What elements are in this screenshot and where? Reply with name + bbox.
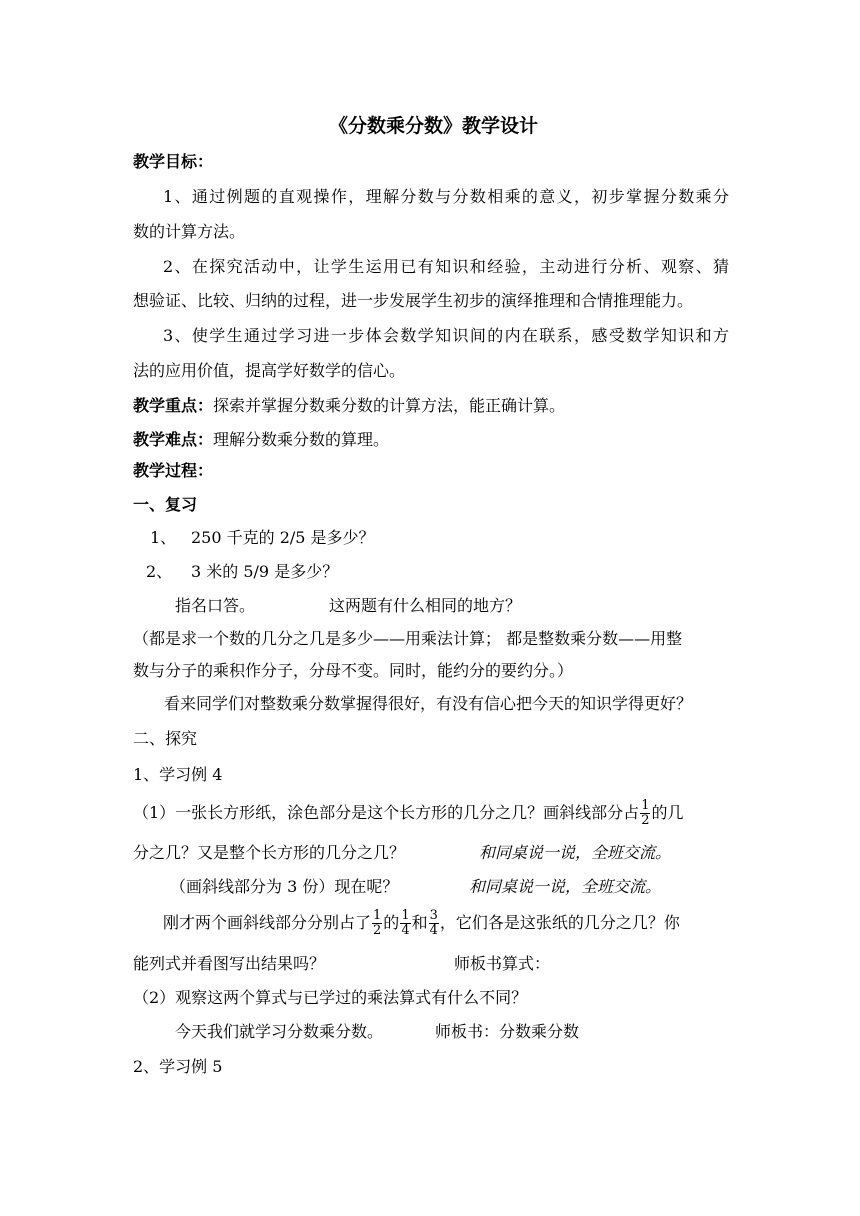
- review-encourage: 看来同学们对整数乘分数掌握得很好，有没有信心把今天的知识学得更好？: [164, 694, 693, 713]
- explore-p5-text-b: 师板书算式：: [454, 954, 551, 973]
- explore-heading: 二、探究: [133, 729, 198, 748]
- difficulty-text: 理解分数乘分数的算理。: [213, 430, 390, 449]
- review-note-line-1: （都是求一个数的几分之几是多少——用乘法计算； 都是整数乘分数——用整: [133, 629, 683, 648]
- goal-3-line-2: 法的应用价值，提高学好数学的信心。: [133, 361, 406, 380]
- explore-p7-text-b: 师板书：分数乘分数: [435, 1022, 580, 1041]
- explore-p4-text-b: 的: [383, 913, 400, 932]
- review-note-line-2: 数与分子的乘积作分子，分母不变。同时，能约分的要约分。）: [133, 661, 574, 680]
- explore-p1-text-b: 的几: [651, 803, 684, 822]
- fraction-denominator: 4: [429, 923, 438, 938]
- fraction-denominator: 2: [373, 923, 382, 938]
- review-ask-1: 指名口答。: [175, 596, 256, 615]
- explore-p6: （2）观察这两个算式与已学过的乘法算式有什么不同？: [133, 988, 528, 1007]
- key-point-text: 探索并掌握分数乘分数的计算方法，能正确计算。: [213, 396, 566, 415]
- key-point-label: 教学重点：: [133, 396, 214, 415]
- review-q1-text: 250 千克的 2/5 是多少？: [191, 528, 375, 547]
- explore-p1-line: [133, 799, 683, 828]
- document-title: 《分数乘分数》教学设计: [329, 115, 539, 137]
- explore-p1-text-a: （1）一张长方形纸，涂色部分是这个长方形的几分之几？画斜线部分占: [133, 803, 640, 822]
- goal-2-line-2: 想验证、比较、归纳的过程，进一步发展学生初步的演绎推理和合情推理能力。: [133, 291, 694, 310]
- explore-p4-line: [163, 909, 680, 938]
- example-5-heading: 2、学习例 5: [133, 1057, 223, 1076]
- explore-p5-text-a: 能列式并看图写出结果吗？: [133, 954, 326, 973]
- key-point: [133, 394, 565, 418]
- fraction-one-half: [640, 799, 650, 828]
- fraction-denominator: 2: [641, 813, 650, 828]
- goal-2-line-1: 2、在探究活动中，让学生运用已有知识和经验，主动进行分析、观察、猜: [163, 257, 729, 276]
- explore-p4-text-c: 和: [411, 913, 428, 932]
- fraction-numerator: 1: [401, 908, 410, 923]
- review-ask-2: 这两题有什么相同的地方？: [329, 596, 522, 615]
- explore-p4-text-a: 刚才两个画斜线部分分别占了: [163, 913, 372, 932]
- goal-1-line-2: 数的计算方法。: [133, 222, 246, 241]
- review-q2-number: 2、: [146, 562, 173, 581]
- fraction-three-quarters: [429, 909, 439, 938]
- explore-p3-text-b: 和同桌说一说，全班交流。: [469, 877, 662, 896]
- goal-3-line-1: 3、使学生通过学习进一步体会数学知识间的内在联系，感受数学知识和方: [163, 326, 729, 345]
- explore-p3-text-a: （画斜线部分为 3 份）现在呢？: [170, 877, 399, 896]
- review-heading: 一、复习: [133, 495, 198, 514]
- explore-p2-text-b: 和同桌说一说，全班交流。: [479, 843, 672, 862]
- explore-p4-text-d: ，它们各是这张纸的几分之几？你: [439, 913, 680, 932]
- fraction-numerator: 1: [641, 798, 650, 813]
- review-q2-text: 3 米的 5/9 是多少？: [191, 562, 339, 581]
- fraction-numerator: 1: [373, 908, 382, 923]
- example-4-heading: 1、学习例 4: [133, 765, 223, 784]
- goal-1-line-1: 1、通过例题的直观操作，理解分数与分数相乘的意义，初步掌握分数乘分: [163, 187, 729, 206]
- explore-p2-text-a: 分之几？又是整个长方形的几分之几？: [133, 843, 406, 862]
- process-heading: 教学过程：: [133, 461, 214, 480]
- explore-p7-text-a: 今天我们就学习分数乘分数。: [175, 1022, 384, 1041]
- review-q1-number: 1、: [150, 528, 177, 547]
- difficulty-label: 教学难点：: [133, 430, 214, 449]
- fraction-denominator: 4: [401, 923, 410, 938]
- fraction-one-half-b: [372, 909, 382, 938]
- fraction-numerator: 3: [429, 908, 438, 923]
- difficulty-point: [133, 428, 389, 452]
- goals-heading: 教学目标：: [133, 152, 214, 171]
- fraction-one-quarter: [400, 909, 410, 938]
